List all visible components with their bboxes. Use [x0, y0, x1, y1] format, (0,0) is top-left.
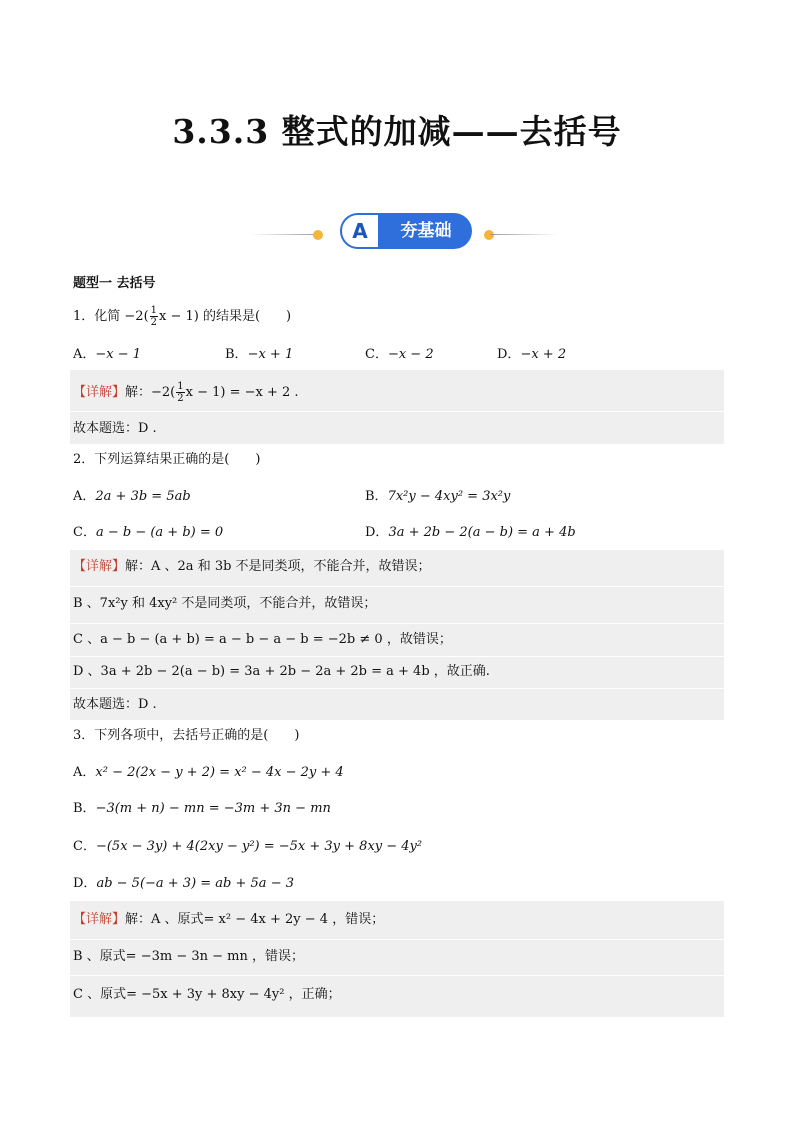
q3-option-d: D．ab − 5(−a + 3) = ab + 5a − 3: [73, 876, 294, 891]
answer-divider: [70, 656, 724, 657]
answer-divider: [70, 586, 724, 587]
answer-divider: [70, 939, 724, 940]
q2-option-b: B．7x²y − 4xy² = 3x²y: [365, 489, 511, 504]
q1-detail-pre: 解：−2(: [125, 385, 176, 400]
level-badge-label: 夯基础: [400, 221, 452, 241]
q1-fraction-num: 1: [150, 305, 158, 316]
question-1-stem: [73, 305, 291, 328]
q2-detail-line-1: 【详解】解：A 、2a 和 3b 不是同类项，不能合并，故错误；: [73, 559, 431, 574]
question-3-stem: 3．下列各项中，去括号正确的是( ): [73, 728, 300, 743]
q1-detail-fraction: $\frac{1}{2}$: [177, 381, 184, 404]
q1-fraction-den: 2: [150, 317, 158, 328]
q1-conclusion: 故本题选：D .: [73, 421, 157, 436]
q2-option-c: C．a − b − (a + b) = 0: [73, 525, 224, 540]
banner-divider-right: [490, 234, 558, 235]
level-badge-letter: A: [340, 213, 380, 249]
q3-detail-line-3: C 、原式= −5x + 3y + 8xy − 4y² ，正确；: [73, 987, 341, 1002]
page-title: 3.3.3 整式的加减——去括号: [172, 112, 622, 151]
q1-stem-post: x − 1) 的结果是( ): [159, 309, 292, 324]
q2-detail-line-4: D 、3a + 2b − 2(a − b) = 3a + 2b − 2a + 2b = a + 4b ，故正确.: [73, 664, 490, 679]
q1-detail-post: x − 1) = −x + 2 .: [185, 385, 299, 400]
q1-option-c: C．−x − 2: [365, 347, 434, 362]
q1-option-d: D．−x + 2: [497, 347, 567, 362]
q3-option-a: A．x² − 2(2x − y + 2) = x² − 4x − 2y + 4: [73, 765, 344, 780]
q3-option-c: C．−(5x − 3y) + 4(2xy − y²) = −5x + 3y + 8xy − 4y²: [73, 839, 423, 854]
q1-answer-box: [70, 370, 724, 444]
q2-option-a: A．2a + 3b = 5ab: [73, 489, 191, 504]
answer-divider: [70, 975, 724, 976]
q2-conclusion: 故本题选：D .: [73, 697, 157, 712]
q1-fraction: [150, 305, 158, 328]
q1-stem-pre: 1．化简 −2(: [73, 309, 149, 324]
q2-option-d: D．3a + 2b − 2(a − b) = a + 4b: [365, 525, 576, 540]
answer-divider: [70, 411, 724, 412]
q3-detail-line-1: 【详解】解：A 、原式= x² − 4x + 2y − 4 ，错误；: [73, 912, 385, 927]
q2-detail-line-3: C 、a − b − (a + b) = a − b − a − b = −2b ≠ 0 ，故错误；: [73, 632, 452, 647]
q3-detail-line-2: B 、原式= −3m − 3n − mn ，错误；: [73, 949, 304, 964]
banner-dot-left: [313, 230, 323, 240]
q1-detail-tag: 【详解】: [73, 385, 126, 400]
q3-option-b: B．−3(m + n) − mn = −3m + 3n − mn: [73, 801, 331, 816]
level-badge: [340, 213, 472, 249]
answer-divider: [70, 623, 724, 624]
question-2-stem: 2．下列运算结果正确的是( ): [73, 452, 261, 467]
answer-divider: [70, 688, 724, 689]
banner-divider-left: [250, 234, 318, 235]
q1-detail: [73, 381, 299, 404]
q2-detail-line-2: B 、7x²y 和 4xy² 不是同类项，不能合并，故错误；: [73, 596, 377, 611]
q1-option-a: A．−x − 1: [73, 347, 142, 362]
q1-option-b: B．−x + 1: [225, 347, 294, 362]
banner-dot-right: [484, 230, 494, 240]
q3-answer-box: [70, 901, 724, 1017]
q2-answer-box: [70, 550, 724, 720]
section-heading: 题型一 去括号: [73, 276, 156, 291]
